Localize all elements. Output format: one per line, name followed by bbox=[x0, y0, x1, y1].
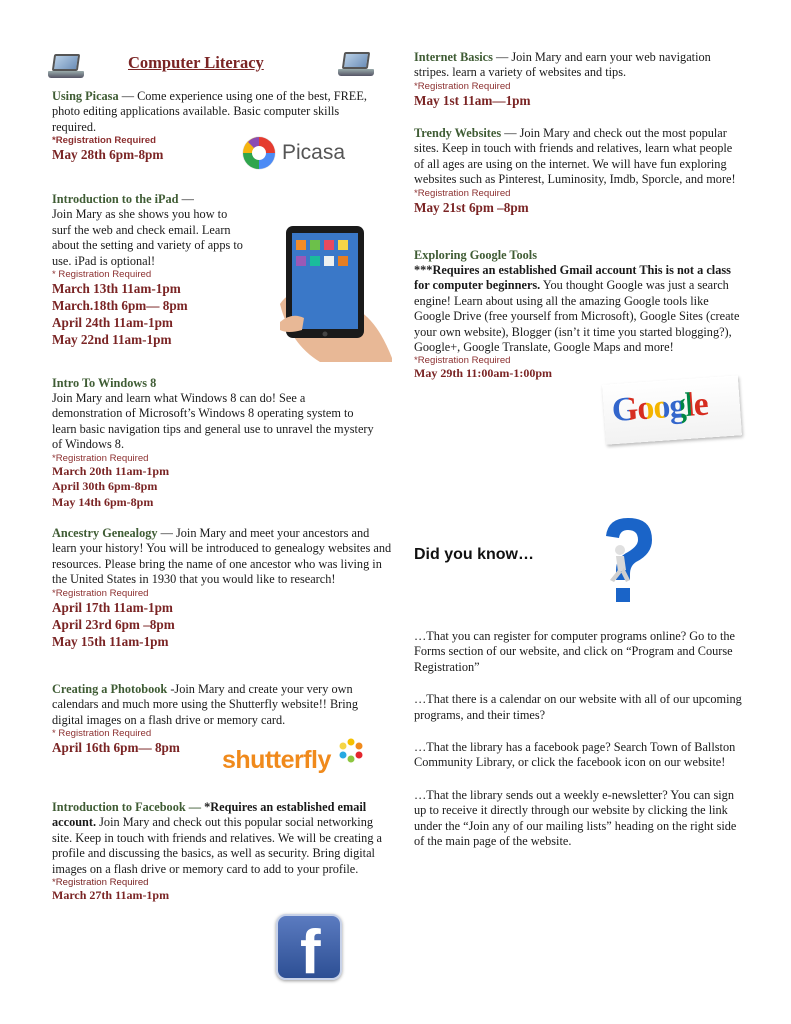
did-you-know-list bbox=[414, 629, 744, 849]
section-text: Join Mary as she shows you how to surf the web and check email. Learn about the setting and variety of apps to use. iPad is optional! bbox=[52, 207, 243, 268]
section-heading: Introduction to Facebook bbox=[52, 800, 186, 814]
requirement-note: *Requires an established email account. bbox=[52, 800, 367, 830]
laptop-icon bbox=[338, 52, 374, 76]
class-date: March 20th 11am-1pm bbox=[52, 463, 170, 478]
section-ancestry bbox=[52, 526, 392, 650]
section-text: -Join Mary and create your very own calendars and much more using the Shutterfly website!! Bring digital images on a flash drive or memory card. bbox=[52, 682, 358, 727]
class-date: March 27th 11am-1pm bbox=[52, 888, 170, 903]
section-text: You thought Google was just a search engine! Learn about using all the amazing Google tools like Google Drive (free yourself from Microsoft), Google Sites (create your own website), Blogger (isn’t it time you started blogging?), Google+, Google Translate, Google Maps and more! bbox=[414, 278, 740, 355]
list-item: …That the library has a facebook page? Search Town of Ballston Community Library, or click the facebook icon on our website! bbox=[414, 740, 736, 770]
class-date: May 21st 6pm –8pm bbox=[414, 199, 529, 215]
list-item: …That there is a calendar on our website with all of our upcoming programs, and their times? bbox=[414, 692, 742, 722]
class-date: April 17th 11am-1pm bbox=[52, 599, 173, 615]
class-date: May 15th 11am-1pm bbox=[52, 633, 169, 649]
section-heading: Ancestry Genealogy bbox=[52, 526, 158, 540]
section-trendy-websites bbox=[414, 126, 740, 216]
class-date: March 13th 11am-1pm bbox=[52, 281, 181, 297]
registration-note: *Registration Required bbox=[52, 587, 149, 599]
picasa-logo-text: Picasa bbox=[282, 141, 346, 164]
class-date: May 14th 6pm-8pm bbox=[52, 494, 154, 509]
section-text-dash: — bbox=[178, 192, 194, 206]
registration-note: *Registration Required bbox=[52, 452, 149, 464]
section-text: — Join Mary and check out the most popular sites. Keep in touch with friends and relatives, learn what people of all ages are using on the internet. We will have fun exploring websites such as Pinterest, Luminosity, Imdb, Sporcle, and more! bbox=[414, 126, 736, 187]
facebook-logo-icon bbox=[276, 914, 342, 980]
section-heading: Intro To Windows 8 bbox=[52, 376, 157, 390]
section-heading: Introduction to the iPad bbox=[52, 192, 179, 206]
section-text: Join Mary and learn what Windows 8 can do! See a demonstration of Microsoft’s Windows 8 operating system to learn basic navigation tips and general use to unravel the mystery of Windows 8. bbox=[52, 391, 374, 452]
google-logo-icon bbox=[602, 375, 742, 444]
shutterfly-logo-text: shutterfly bbox=[222, 746, 331, 774]
section-windows8 bbox=[52, 376, 374, 510]
section-text: — Join Mary and meet your ancestors and learn your history! You will be introduced to genealogy websites and resources. Please bring the name of one ancestor who was living in the United States in 1930 that you would like to research! bbox=[52, 526, 392, 587]
class-date: May 22nd 11am-1pm bbox=[52, 332, 172, 348]
registration-note: * Registration Required bbox=[52, 269, 152, 281]
registration-note: *Registration Required bbox=[52, 135, 156, 147]
google-logo-text: Google bbox=[610, 385, 709, 430]
class-date: March.18th 6pm— 8pm bbox=[52, 298, 188, 314]
ipad-icon bbox=[280, 226, 392, 362]
shutterfly-logo-icon bbox=[222, 738, 366, 782]
registration-note: * Registration Required bbox=[52, 728, 152, 740]
registration-note: *Registration Required bbox=[414, 355, 511, 367]
did-you-know-heading: Did you know… bbox=[414, 546, 534, 563]
section-google-tools bbox=[414, 248, 744, 382]
list-item: …That you can register for computer programs online? Go to the Forms section of our website, and click on “Program and Course Registration” bbox=[414, 629, 735, 674]
registration-note: *Registration Required bbox=[414, 80, 511, 92]
section-heading-dash: — bbox=[185, 800, 205, 814]
laptop-icon bbox=[48, 54, 84, 78]
class-date: May 29th 11:00am-1:00pm bbox=[414, 366, 552, 381]
section-heading: Creating a Photobook bbox=[52, 682, 168, 696]
registration-note: *Registration Required bbox=[52, 877, 149, 889]
section-text: — Join Mary and earn your web navigation stripes. learn a variety of websites and tips. bbox=[414, 50, 711, 80]
requirement-note: ***Requires an established Gmail account This is not a class for computer beginners. bbox=[414, 263, 731, 293]
question-mark-figure-icon bbox=[596, 516, 658, 608]
section-internet-basics bbox=[414, 50, 740, 109]
class-date: April 24th 11am-1pm bbox=[52, 315, 173, 331]
class-date: May 28th 6pm-8pm bbox=[52, 147, 164, 163]
section-heading: Using Picasa bbox=[52, 89, 119, 103]
class-date: April 23rd 6pm –8pm bbox=[52, 616, 175, 632]
list-item: …That the library sends out a weekly e-newsletter? You can sign up to receive it directly through our website by clicking the link under the “Join any of our mailing lists” heading on the right side of the main page of the website. bbox=[414, 787, 737, 849]
section-heading: Internet Basics bbox=[414, 50, 493, 64]
page-title: Computer Literacy bbox=[128, 53, 264, 72]
class-date: April 16th 6pm— 8pm bbox=[52, 740, 180, 756]
class-date: April 30th 6pm-8pm bbox=[52, 479, 158, 494]
section-text: Join Mary and check out this popular social networking site. Keep in touch with friends and relatives. We will be creating a profile and discussing the basics, as well as security. Bring digital images on a flash drive or memory card to add to your profile. bbox=[52, 815, 383, 876]
section-facebook bbox=[52, 800, 392, 904]
section-heading: Exploring Google Tools bbox=[414, 248, 537, 262]
picasa-logo-icon bbox=[240, 134, 360, 174]
section-ipad bbox=[52, 192, 248, 348]
section-heading: Trendy Websites bbox=[414, 126, 502, 140]
class-date: May 1st 11am—1pm bbox=[414, 92, 531, 108]
registration-note: *Registration Required bbox=[414, 187, 511, 199]
facebook-logo-text: f bbox=[300, 918, 321, 980]
section-text: — Come experience using one of the best, FREE, photo editing applications available. Basic computer skills required. bbox=[52, 89, 367, 134]
